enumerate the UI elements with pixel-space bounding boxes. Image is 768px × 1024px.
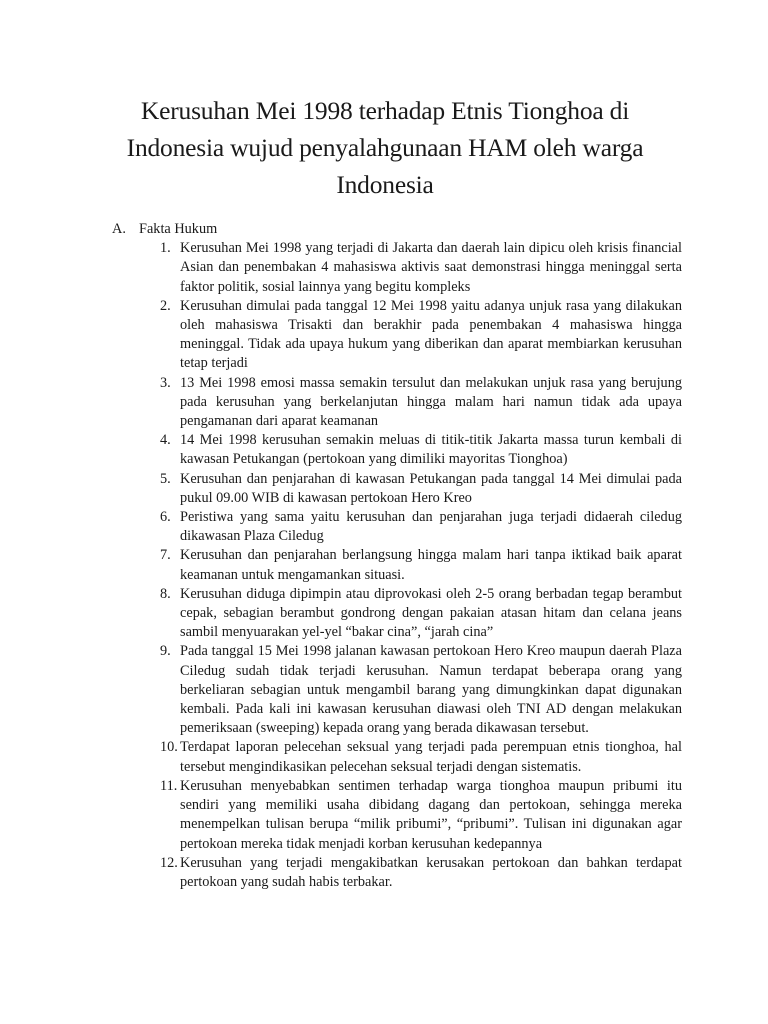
list-item — [112, 642, 682, 738]
fact-list — [112, 239, 682, 892]
list-item-number — [112, 470, 180, 489]
list-item-number-label: 1. — [160, 240, 171, 257]
list-item — [112, 777, 682, 854]
list-item — [112, 470, 682, 508]
list-item — [112, 508, 682, 546]
list-item-number — [112, 546, 180, 565]
list-item-number — [112, 431, 180, 450]
list-item-number-label: 2. — [160, 297, 171, 314]
list-item-text: 13 Mei 1998 emosi massa semakin tersulut dan melakukan unjuk rasa yang berujung pada kerusuhan yang berkelanjutan hingga malam hari namun tidak ada upaya pengamanan dari aparat keamanan — [180, 374, 682, 430]
list-item-text: Pada tanggal 15 Mei 1998 jalanan kawasan pertokoan Hero Kreo maupun daerah Plaza Ciledug sudah tidak terjadi kerusuhan. Namun terdapat beberapa orang yang berkeliaran sebagian untuk mengambil barang yang dimungkinkan dapat digunakan kembali. Pada kali ini kawasan kerusuhan diawasi oleh TNI AD dengan melakukan pemeriksaan (sweeping) kepada orang yang berada dikawasan tersebut. — [180, 643, 682, 737]
list-item-number — [112, 585, 180, 604]
list-item-text: Kerusuhan yang terjadi mengakibatkan kerusakan pertokoan dan bahkan terdapat pertokoan yang sudah habis terbakar. — [180, 854, 682, 890]
list-item-number — [112, 738, 180, 757]
list-item-number — [112, 508, 180, 527]
list-item-text: Kerusuhan dimulai pada tanggal 12 Mei 1998 yaitu adanya unjuk rasa yang dilakukan oleh mahasiswa Trisakti dan berakhir pada penembakan 4 mahasiswa hingga meninggal. Tidak ada upaya hukum yang diberikan dan aparat membiarkan kerusuhan tetap terjadi — [180, 297, 682, 372]
list-item-text: Kerusuhan menyebabkan sentimen terhadap warga tionghoa maupun pribumi itu sendiri yang memiliki usaha dibidang dagang dan pertokoan, sehingga mereka menempelkan tulisan berupa “milik pribumi”, “pribumi”. Tulisan ini digunakan agar pertokoan mereka tidak menjadi korban kerusuhan kedepannya — [180, 777, 682, 852]
list-item-text: Kerusuhan dan penjarahan berlangsung hingga malam hari tanpa iktikad baik aparat keamanan untuk mengamankan situasi. — [180, 547, 682, 583]
list-item-text: Terdapat laporan pelecehan seksual yang terjadi pada perempuan etnis tionghoa, hal tersebut mengindikasikan pelecehan seksual terjadi dengan sistematis. — [180, 739, 682, 775]
list-item-number — [112, 239, 180, 258]
list-item-number-label: 5. — [160, 470, 171, 487]
section-title: Fakta Hukum — [139, 221, 218, 237]
list-item-number-label: 11. — [160, 777, 178, 794]
document-title: Kerusuhan Mei 1998 terhadap Etnis Tionghoa di Indonesia wujud penyalahgunaan HAM oleh warga Indonesia — [126, 96, 644, 199]
list-item — [112, 374, 682, 432]
section-heading — [112, 220, 682, 239]
list-item-number — [112, 854, 180, 873]
section-fakta-hukum — [112, 220, 682, 892]
list-item — [112, 854, 682, 892]
list-item — [112, 738, 682, 776]
list-item-text: 14 Mei 1998 kerusuhan semakin meluas di titik-titik Jakarta massa turun kembali di kawasan Petukangan (pertokoan yang dimiliki mayoritas Tionghoa) — [180, 432, 682, 468]
list-item-number-label: 3. — [160, 374, 171, 391]
list-item — [112, 239, 682, 297]
list-item-number-label: 7. — [160, 547, 171, 564]
list-item-number-label: 9. — [160, 643, 171, 660]
list-item-number — [112, 777, 180, 796]
list-item-number — [112, 642, 180, 661]
list-item-number-label: 10. — [160, 739, 178, 756]
list-item-text: Kerusuhan dan penjarahan di kawasan Petukangan pada tanggal 14 Mei dimulai pada pukul 09.00 WIB di kawasan pertokoan Hero Kreo — [180, 470, 682, 506]
list-item-number-label: 12. — [160, 854, 178, 871]
section-letter: A. — [112, 221, 126, 237]
list-item-number-label: 6. — [160, 509, 171, 526]
list-item — [112, 546, 682, 584]
list-item-text: Kerusuhan diduga dipimpin atau diprovokasi oleh 2-5 orang berbadan tegap berambut cepak, sebagian berambut gondrong dengan pakaian atasan hitam dan celana jeans sambil menyuarakan yel-yel “bakar cina”, “jarah cina” — [180, 585, 682, 641]
list-item — [112, 297, 682, 374]
list-item-text: Peristiwa yang sama yaitu kerusuhan dan penjarahan juga terjadi didaerah ciledug dikawasan Plaza Ciledug — [180, 509, 682, 545]
list-item — [112, 585, 682, 643]
list-item-number-label: 4. — [160, 432, 171, 449]
list-item-number — [112, 374, 180, 393]
list-item — [112, 431, 682, 469]
list-item-text: Kerusuhan Mei 1998 yang terjadi di Jakarta dan daerah lain dipicu oleh krisis financial Asian dan penembakan 4 mahasiswa aktivis saat demonstrasi hingga meninggal serta faktor politik, sosial lainnya yang begitu kompleks — [180, 240, 682, 295]
list-item-number — [112, 297, 180, 316]
list-item-number-label: 8. — [160, 585, 171, 602]
